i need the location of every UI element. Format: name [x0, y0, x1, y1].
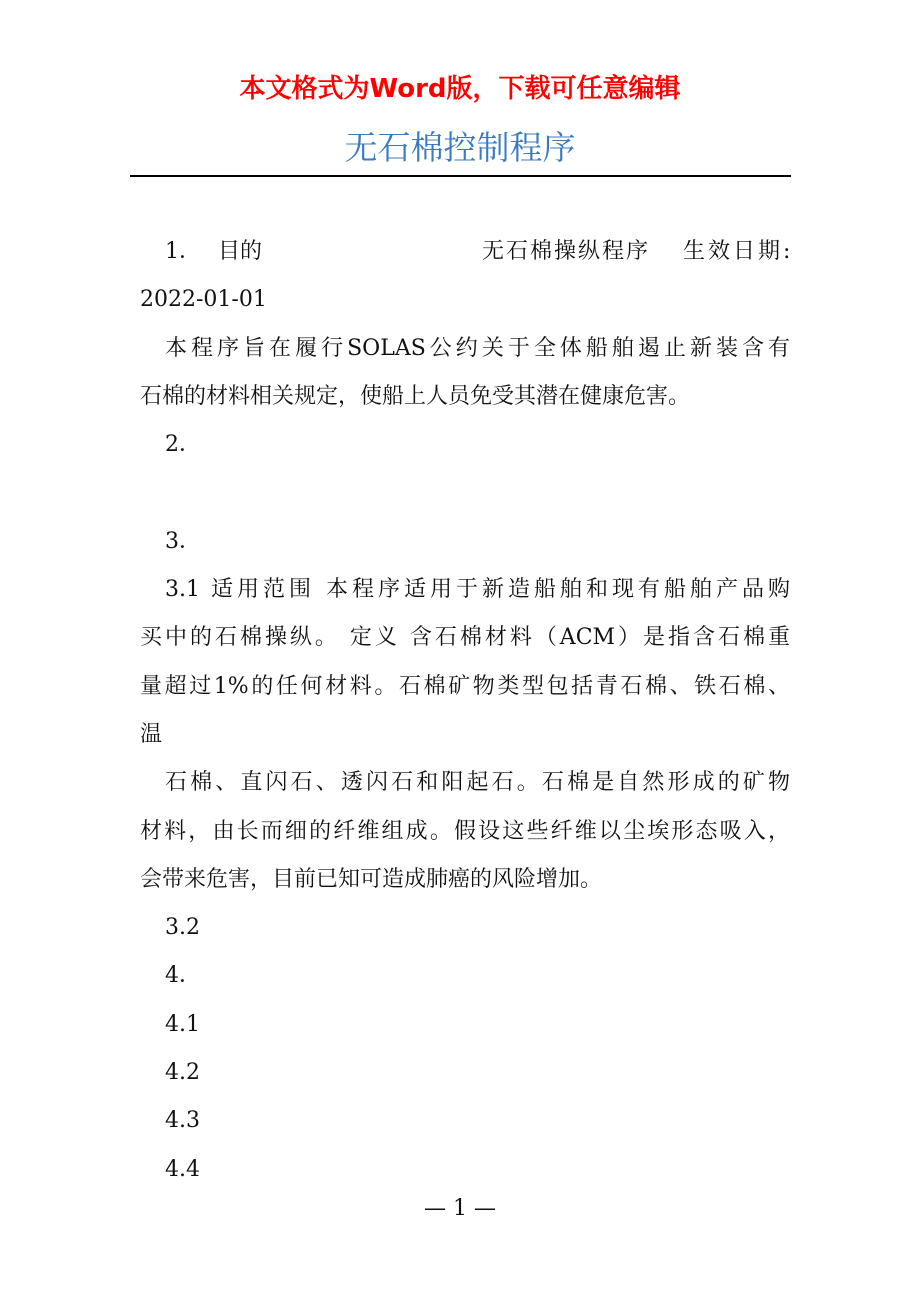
paragraph-line: 石棉的材料相关规定，使船上人员免受其潜在健康危害。: [140, 383, 691, 409]
paragraph-line: 会带来危害，目前已知可造成肺癌的风险增加。: [140, 866, 603, 892]
section-number: 4.3: [165, 1108, 200, 1134]
doc-name: 无石棉操纵程序: [482, 239, 651, 264]
section-number: 4.2: [165, 1060, 200, 1086]
effective-label: 生效日期:: [683, 239, 794, 264]
page-number: — 1 —: [424, 1196, 496, 1221]
section-heading: 目的: [218, 239, 263, 264]
effective-date: 2022-01-01: [140, 287, 267, 313]
blank-line: [140, 469, 790, 517]
section-number: 4.4: [165, 1156, 200, 1182]
section-number: 4.1: [165, 1011, 200, 1037]
section-number: 3．: [165, 528, 201, 554]
paragraph-line: 石棉、直闪石、透闪石和阳起石。石棉是自然形成的矿物: [165, 770, 790, 796]
section-number: 2．: [165, 432, 201, 458]
paragraph-line: 量超过1%的任何材料。石棉矿物类型包括青石棉、铁石棉、: [140, 673, 790, 699]
paragraph-line: 本程序旨在履行SOLAS公约关于全体船舶遏止新装含有: [165, 335, 790, 361]
paragraph-line: 材料，由长而细的纤维组成。假设这些纤维以尘埃形态吸入，: [140, 818, 790, 844]
document-body: [140, 228, 794, 1194]
section-number: 4．: [165, 963, 201, 989]
paragraph-line: 买中的石棉操纵。 定义 含石棉材料（ACM）是指含石棉重: [140, 625, 790, 651]
section-1-header: [140, 228, 794, 276]
paragraph-line: 3.1 适用范围 本程序适用于新造船舶和现有船舶产品购: [165, 577, 790, 603]
paragraph-line: 温: [140, 721, 163, 747]
document-title: 无石棉控制程序: [344, 128, 576, 167]
section-number: 1．: [165, 239, 201, 264]
download-banner: 本文格式为Word版，下载可任意编辑: [239, 74, 681, 104]
title-divider: [130, 175, 791, 177]
section-number: 3.2: [165, 915, 200, 941]
